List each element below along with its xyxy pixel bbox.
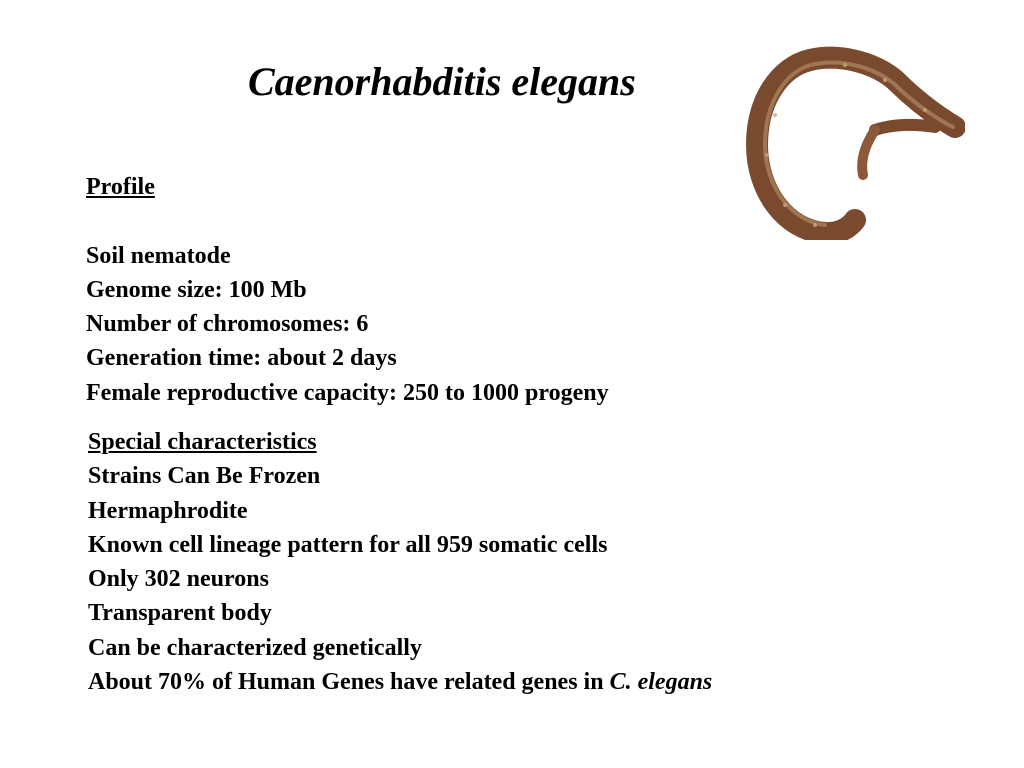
nematode-worm-icon bbox=[745, 45, 965, 240]
profile-item-genome-size: Genome size: 100 Mb bbox=[86, 276, 307, 303]
special-item-cell-lineage: Known cell lineage pattern for all 959 somatic cells bbox=[88, 531, 608, 558]
human-genes-text: About 70% of Human Genes have related genes in bbox=[88, 669, 610, 696]
profile-section bbox=[86, 170, 609, 410]
species-name: elegans bbox=[631, 669, 713, 696]
profile-item-generation-time: Generation time: about 2 days bbox=[86, 345, 397, 372]
special-item-human-genes bbox=[88, 665, 712, 699]
special-item-genetics: Can be characterized genetically bbox=[88, 634, 422, 661]
special-characteristics-section bbox=[88, 425, 712, 699]
special-heading: Special characteristics bbox=[88, 429, 317, 455]
special-item-hermaphrodite: Hermaphrodite bbox=[88, 497, 248, 524]
special-item-neurons: Only 302 neurons bbox=[88, 566, 269, 593]
special-item-frozen: Strains Can Be Frozen bbox=[88, 463, 321, 490]
special-item-transparent: Transparent body bbox=[88, 600, 272, 627]
profile-item-chromosomes: Number of chromosomes: 6 bbox=[86, 311, 369, 338]
profile-item-habitat: Soil nematode bbox=[86, 242, 231, 269]
spacer bbox=[86, 204, 609, 238]
profile-item-reproductive-capacity: Female reproductive capacity: 250 to 1000 progeny bbox=[86, 379, 609, 406]
slide-title: Caenorhabditis elegans bbox=[248, 59, 636, 104]
species-abbrev: C. bbox=[609, 669, 632, 696]
profile-heading: Profile bbox=[86, 174, 155, 200]
